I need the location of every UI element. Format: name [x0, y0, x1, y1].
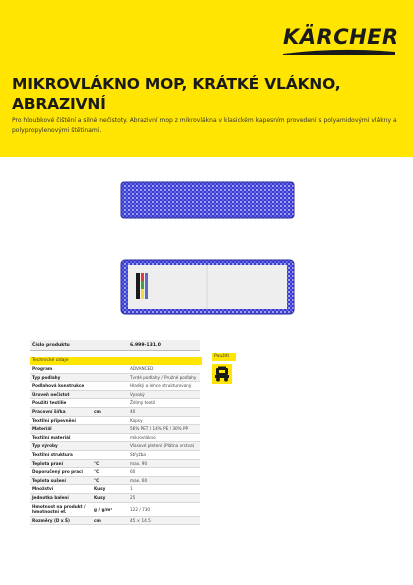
table-row: Hmotnost na produkt / hmotnostní ef. g / g/m² 122 / 730: [30, 503, 200, 517]
product-title: MIKROVLÁKNO MOP, KRÁTKÉ VLÁKNO, ABRAZIVNÍ: [12, 75, 341, 113]
table-row: Podlahová konstrukce Hladký a lehce strukturovaný: [30, 382, 200, 391]
table-row: Teplota sušení °C max. 60: [30, 477, 200, 486]
table-row: Úroveň nečistot Vysoký: [30, 391, 200, 400]
usage-heading: Použití: [212, 353, 236, 361]
technical-data-rows: [30, 365, 200, 525]
table-row: Program ADVANCED: [30, 365, 200, 374]
table-row: Teplota praní °C max. 90: [30, 460, 200, 469]
spec-table: [30, 340, 200, 525]
technical-data-heading: Technické údaje: [30, 357, 202, 365]
header-banner: [0, 0, 413, 157]
mop-back-image: [120, 259, 295, 315]
order-number-value: 6.999-131.0: [130, 342, 161, 348]
usage-section: [212, 353, 242, 384]
mop-front-image: [120, 181, 295, 219]
table-row: Použití textilie Ždímý textil: [30, 399, 200, 408]
table-row: Množství Kusy 1: [30, 485, 200, 494]
order-number-row: [30, 340, 200, 351]
table-row: Pracovní šířka cm 40: [30, 408, 200, 417]
karcher-logo: [283, 18, 399, 58]
product-images: [0, 157, 413, 332]
table-row: Materiál 56% PET / 14% PE / 30% PP: [30, 425, 200, 434]
table-row: Textilní připevnění Kapsy: [30, 417, 200, 426]
table-row: Typ výroby Vlasové pletení (Plátna vrstva): [30, 442, 200, 451]
table-row: Doporučený pro prací °C 60: [30, 468, 200, 477]
order-number-label: Číslo produktu: [32, 342, 70, 348]
logo-text: KÄRCHER: [283, 25, 399, 49]
table-row: Textilní materiál mikrovlákno: [30, 434, 200, 443]
floor-cleaning-machine-icon: [212, 364, 232, 384]
table-row: Rozměry (D x Š) cm 45 × 14.5: [30, 517, 200, 526]
logo-swoosh-icon: [283, 49, 395, 55]
table-row: Typ podlahy Tvrdé podlahy / Pružné podlahy: [30, 374, 200, 383]
product-description: Pro hloubkové čištění a silné nečistoty. Abrazivní mop z mikrovlákna v klasickém kapesním provedení s polyamidovými vlákny a polypropylenovými štětinami.: [12, 117, 397, 134]
table-row: Jednotka balení Kusy 25: [30, 494, 200, 503]
table-row: Textilní struktura Střyžba: [30, 451, 200, 460]
